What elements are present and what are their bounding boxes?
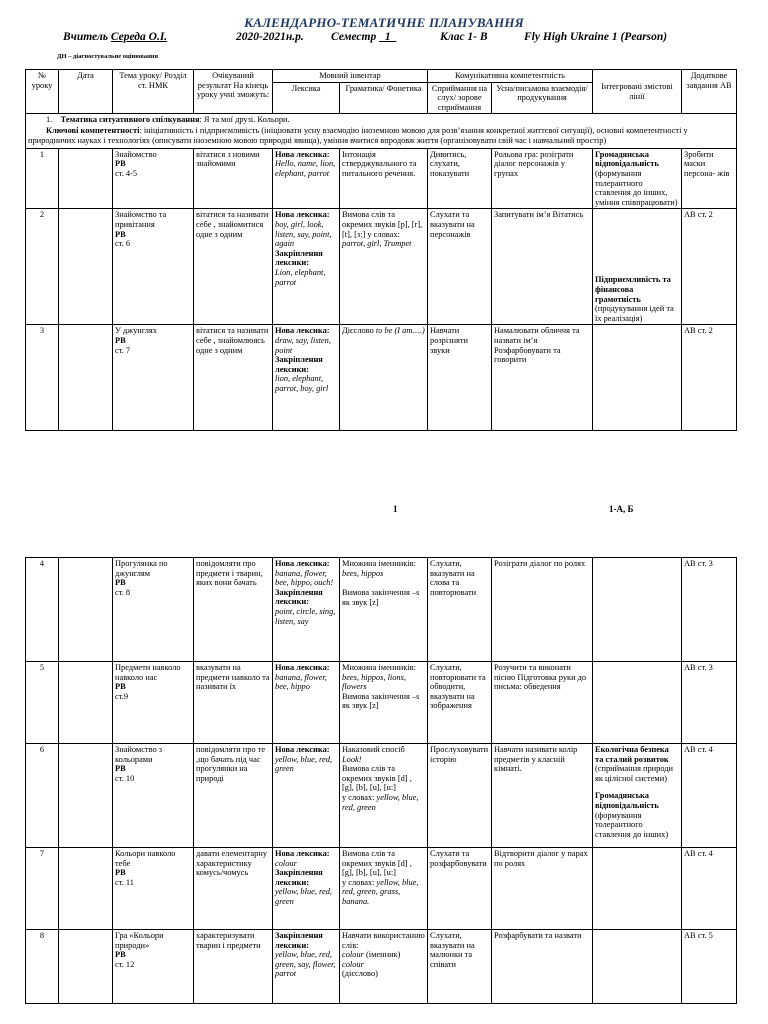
section-row	[26, 114, 737, 149]
competences-label: Ключові компетентності	[46, 125, 140, 135]
date-cell	[59, 744, 113, 848]
speaking-cell: Відтворити діалог у парах по ролях	[492, 848, 593, 930]
grammar-cell: Наказовий спосіб Look! Вимова слів та окремих звуків [d] , [g], [b], [u], [u:] у словах: yellow, blue, red, green	[340, 744, 428, 848]
listening-cell: Дивитись, слухати, показувати	[428, 148, 492, 209]
lesson-number: 3	[26, 325, 59, 431]
header-row	[26, 70, 737, 83]
listening-cell: Слухати, вказувати на слова та повторювати	[428, 558, 492, 662]
page-title: КАЛЕНДАРНО-ТЕМАТИЧНЕ ПЛАНУВАННЯ	[244, 15, 524, 30]
speaking-cell: Розіграти діалог по ролях	[492, 558, 593, 662]
col-comm-header: Комунікативна компетентність	[428, 70, 593, 83]
expected-cell: характеризувати тварин і предмети	[194, 930, 273, 1004]
speaking-cell: Рольова гра: розіграти діалог персонажів у групах	[492, 148, 593, 209]
lesson-number: 4	[26, 558, 59, 662]
lesson-number: 6	[26, 744, 59, 848]
section-topic-label: Тематика ситуативного спілкування	[60, 115, 200, 125]
homework-cell: АВ ст. 5	[682, 930, 737, 1004]
integrated-cell	[593, 930, 682, 1004]
integrated-cell: Екологічна безпека та сталий розвиток (сприймання природи як цілісної системи) Громадянська відповідальність (формування толерантного ставлення до інших)	[593, 744, 682, 848]
section-line-1: 1. Тематика ситуативного спілкування: Я та мої друзі. Кольори.	[46, 115, 290, 125]
planning-table-2	[25, 557, 737, 1004]
speaking-cell: Навчати називати колір предметів у класній кімнаті.	[492, 744, 593, 848]
lesson-number: 8	[26, 930, 59, 1004]
lesson-number: 2	[26, 209, 59, 325]
semester-info	[331, 31, 396, 43]
expected-cell: вітатися та називати себе , знайомлюясь одне з одним	[194, 325, 273, 431]
lexis-cell: Нова лексика: yellow, blue, red, green	[273, 744, 340, 848]
grammar-cell: Інтонація стверджувального та питального речення.	[340, 148, 428, 209]
date-cell	[59, 325, 113, 431]
table-row	[26, 848, 737, 930]
lexis-cell: Нова лексика: boy, girl, look, listen, say, point, again Закріплення лексики: Lion, elephant, parrot	[273, 209, 340, 325]
section-description	[26, 114, 737, 149]
page-classes: 1-А, Б	[609, 504, 634, 514]
semester-label: Семестр	[331, 31, 377, 43]
table-row	[26, 558, 737, 662]
table-row	[26, 148, 737, 209]
integrated-cell	[593, 325, 682, 431]
planning-table-1	[25, 69, 737, 431]
topic-cell: Знайомство з кольорами PB ст. 10	[113, 744, 194, 848]
lexis-cell: Закріплення лексики: yellow, blue, red, green, say, flower, parrot	[273, 930, 340, 1004]
grammar-cell: Множина іменників: bees, hippos, lions, flowers Вимова закінчення –s як звук [z]	[340, 662, 428, 744]
listening-cell: Слухати та вказувати на персонажів	[428, 209, 492, 325]
date-cell	[59, 148, 113, 209]
homework-cell: АВ ст. 3	[682, 662, 737, 744]
col-date-header: Дата	[59, 70, 113, 114]
col-lang-inventory-header: Мовний інвентар	[273, 70, 428, 83]
teacher-info	[63, 31, 167, 43]
listening-cell: Слухати, вказувати на малюнки та співати	[428, 930, 492, 1004]
homework-cell: Зробити маски персона- жів	[682, 148, 737, 209]
topic-cell: Знайомство PB ст. 4-5	[113, 148, 194, 209]
date-cell	[59, 930, 113, 1004]
expected-cell: вітатися та називати себе , знайомитися одне з одним	[194, 209, 273, 325]
speaking-cell: Запитувати ім’я Вітатись	[492, 209, 593, 325]
homework-cell: АВ ст. 3	[682, 558, 737, 662]
integrated-cell	[593, 848, 682, 930]
integrated-cell: Громадянська відповідальність (формування толерантного ставлення до інших, уміння співпрацювати)	[593, 148, 682, 209]
expected-cell: вказувати на предмети навколо та називати їх	[194, 662, 273, 744]
col-grammar-header: Граматика/ Фонетика	[340, 82, 428, 114]
topic-cell: Прогулянка по джунглям PB ст. 8	[113, 558, 194, 662]
lexis-cell: Нова лексика: Hello, name, lion, elephant, parrot	[273, 148, 340, 209]
grammar-cell: Дієслово to be (I am….)	[340, 325, 428, 431]
speaking-cell: Розфарбувати та назвати	[492, 930, 593, 1004]
col-topic-header: Тема уроку/ Розділ ст. НМК	[113, 70, 194, 114]
speaking-cell: Намалювати обличчя та назвати ім’я Розфарбовувати та говорити	[492, 325, 593, 431]
teacher-name: Середа О.І.	[110, 31, 168, 43]
grammar-cell: Вимова слів та окремих звуків [p], [r], [t], [з:] у словах: parrot, girl, Trumpet	[340, 209, 428, 325]
listening-cell: Навчати розрізняти звуки	[428, 325, 492, 431]
section-line-2: Ключові компетентності: ініціативність і підприємливість (ініціювати усну взаємодію іноземною мовою для розв’язання конкретної життєвої ситуації), основні компетентності у природничих науках і технологіях (описувати іноземною мовою природні явища), уміння вчитися впродовж життя (організовувати свій час і навчальний простір)	[28, 125, 688, 146]
col-integrated-header: Інтегровані змістові лінії	[593, 70, 682, 114]
speaking-cell: Розучити та виконати пісню Підготовка руки до письма: обведення	[492, 662, 593, 744]
page-number: 1	[393, 504, 398, 514]
expected-cell: вітатися з новими знайомими	[194, 148, 273, 209]
lexis-cell: Нова лексика: draw, say, listen, point Закріплення лексики: lion, elephant, parrot, boy, girl	[273, 325, 340, 431]
lesson-number: 7	[26, 848, 59, 930]
date-cell	[59, 209, 113, 325]
date-cell	[59, 558, 113, 662]
topic-cell: У джунглях PB ст. 7	[113, 325, 194, 431]
topic-cell: Знайомство та привітання PB ст. 6	[113, 209, 194, 325]
table-row	[26, 209, 737, 325]
homework-cell: АВ ст. 2	[682, 209, 737, 325]
lexis-cell: Нова лексика: colour Закріплення лексики: yellow, blue, red, green	[273, 848, 340, 930]
lesson-number: 1	[26, 148, 59, 209]
col-num-header: № уроку	[26, 70, 59, 114]
listening-cell: Слухати та розфарбовувати	[428, 848, 492, 930]
school-year: 2020-2021н.р.	[236, 31, 304, 43]
semester-value: 1	[384, 31, 391, 43]
date-cell	[59, 848, 113, 930]
expected-cell: давати елементарну характеристику комусь/чомусь	[194, 848, 273, 930]
col-lexis-header: Лексика	[273, 82, 340, 114]
integrated-cell	[593, 662, 682, 744]
listening-cell: Прослуховувати історію	[428, 744, 492, 848]
table-row	[26, 662, 737, 744]
lexis-cell: Нова лексика: banana, flower, bee, hippo, ouch! Закріплення лексики: point, circle, sing, listen, say	[273, 558, 340, 662]
date-cell	[59, 662, 113, 744]
integrated-cell: Підприємливість та фінансова грамотність (продукування ідей та їх реалізація)	[593, 209, 682, 325]
lexis-cell: Нова лексика: banana, flower, bee, hippo	[273, 662, 340, 744]
topic-cell: Предмети навколо навколо нас PB ст.9	[113, 662, 194, 744]
col-expected-header: Очікуваний результат На кінець уроку учні зможуть:	[194, 70, 273, 114]
grammar-cell: Навчати використанню слів: colour (іменник) colour (дієслово)	[340, 930, 428, 1004]
topic-cell: Кольори навколо тебе PB ст. 11	[113, 848, 194, 930]
grammar-cell: Множина іменників: bees, hippos Вимова закінчення –s як звук [z]	[340, 558, 428, 662]
dn-note: ДН – діагностувальне оцінювання	[57, 53, 158, 60]
teacher-label: Вчитель	[63, 31, 109, 43]
homework-cell: АВ ст. 4	[682, 744, 737, 848]
course-name: Fly High Ukraine 1 (Pearson)	[524, 31, 668, 43]
expected-cell: повідомляти про предмети і тварин, яких вони бачать	[194, 558, 273, 662]
topic-cell: Гра «Кольори природи» PB ст. 12	[113, 930, 194, 1004]
col-homework-header: Додаткове завдання АВ	[682, 70, 737, 114]
grammar-cell: Вимова слів та окремих звуків [d] , [g], [b], [u], [u:] у словах: yellow, blue, red, green, grass, banana.	[340, 848, 428, 930]
table-row	[26, 744, 737, 848]
class-label: Клас 1- В	[440, 31, 488, 43]
col-speaking-header: Усна/письмова взаємодія/продукування	[492, 82, 593, 114]
homework-cell: АВ ст. 2	[682, 325, 737, 431]
lesson-number: 5	[26, 662, 59, 744]
table-row	[26, 325, 737, 431]
expected-cell: повідомляти про те ,що бачать під час прогулянки на природі	[194, 744, 273, 848]
homework-cell: АВ ст. 4	[682, 848, 737, 930]
col-listening-header: Сприймання на слух/ зорове сприймання	[428, 82, 492, 114]
listening-cell: Слухати, повторювати та обводити, вказувати на зображення	[428, 662, 492, 744]
integrated-cell	[593, 558, 682, 662]
table-row	[26, 930, 737, 1004]
